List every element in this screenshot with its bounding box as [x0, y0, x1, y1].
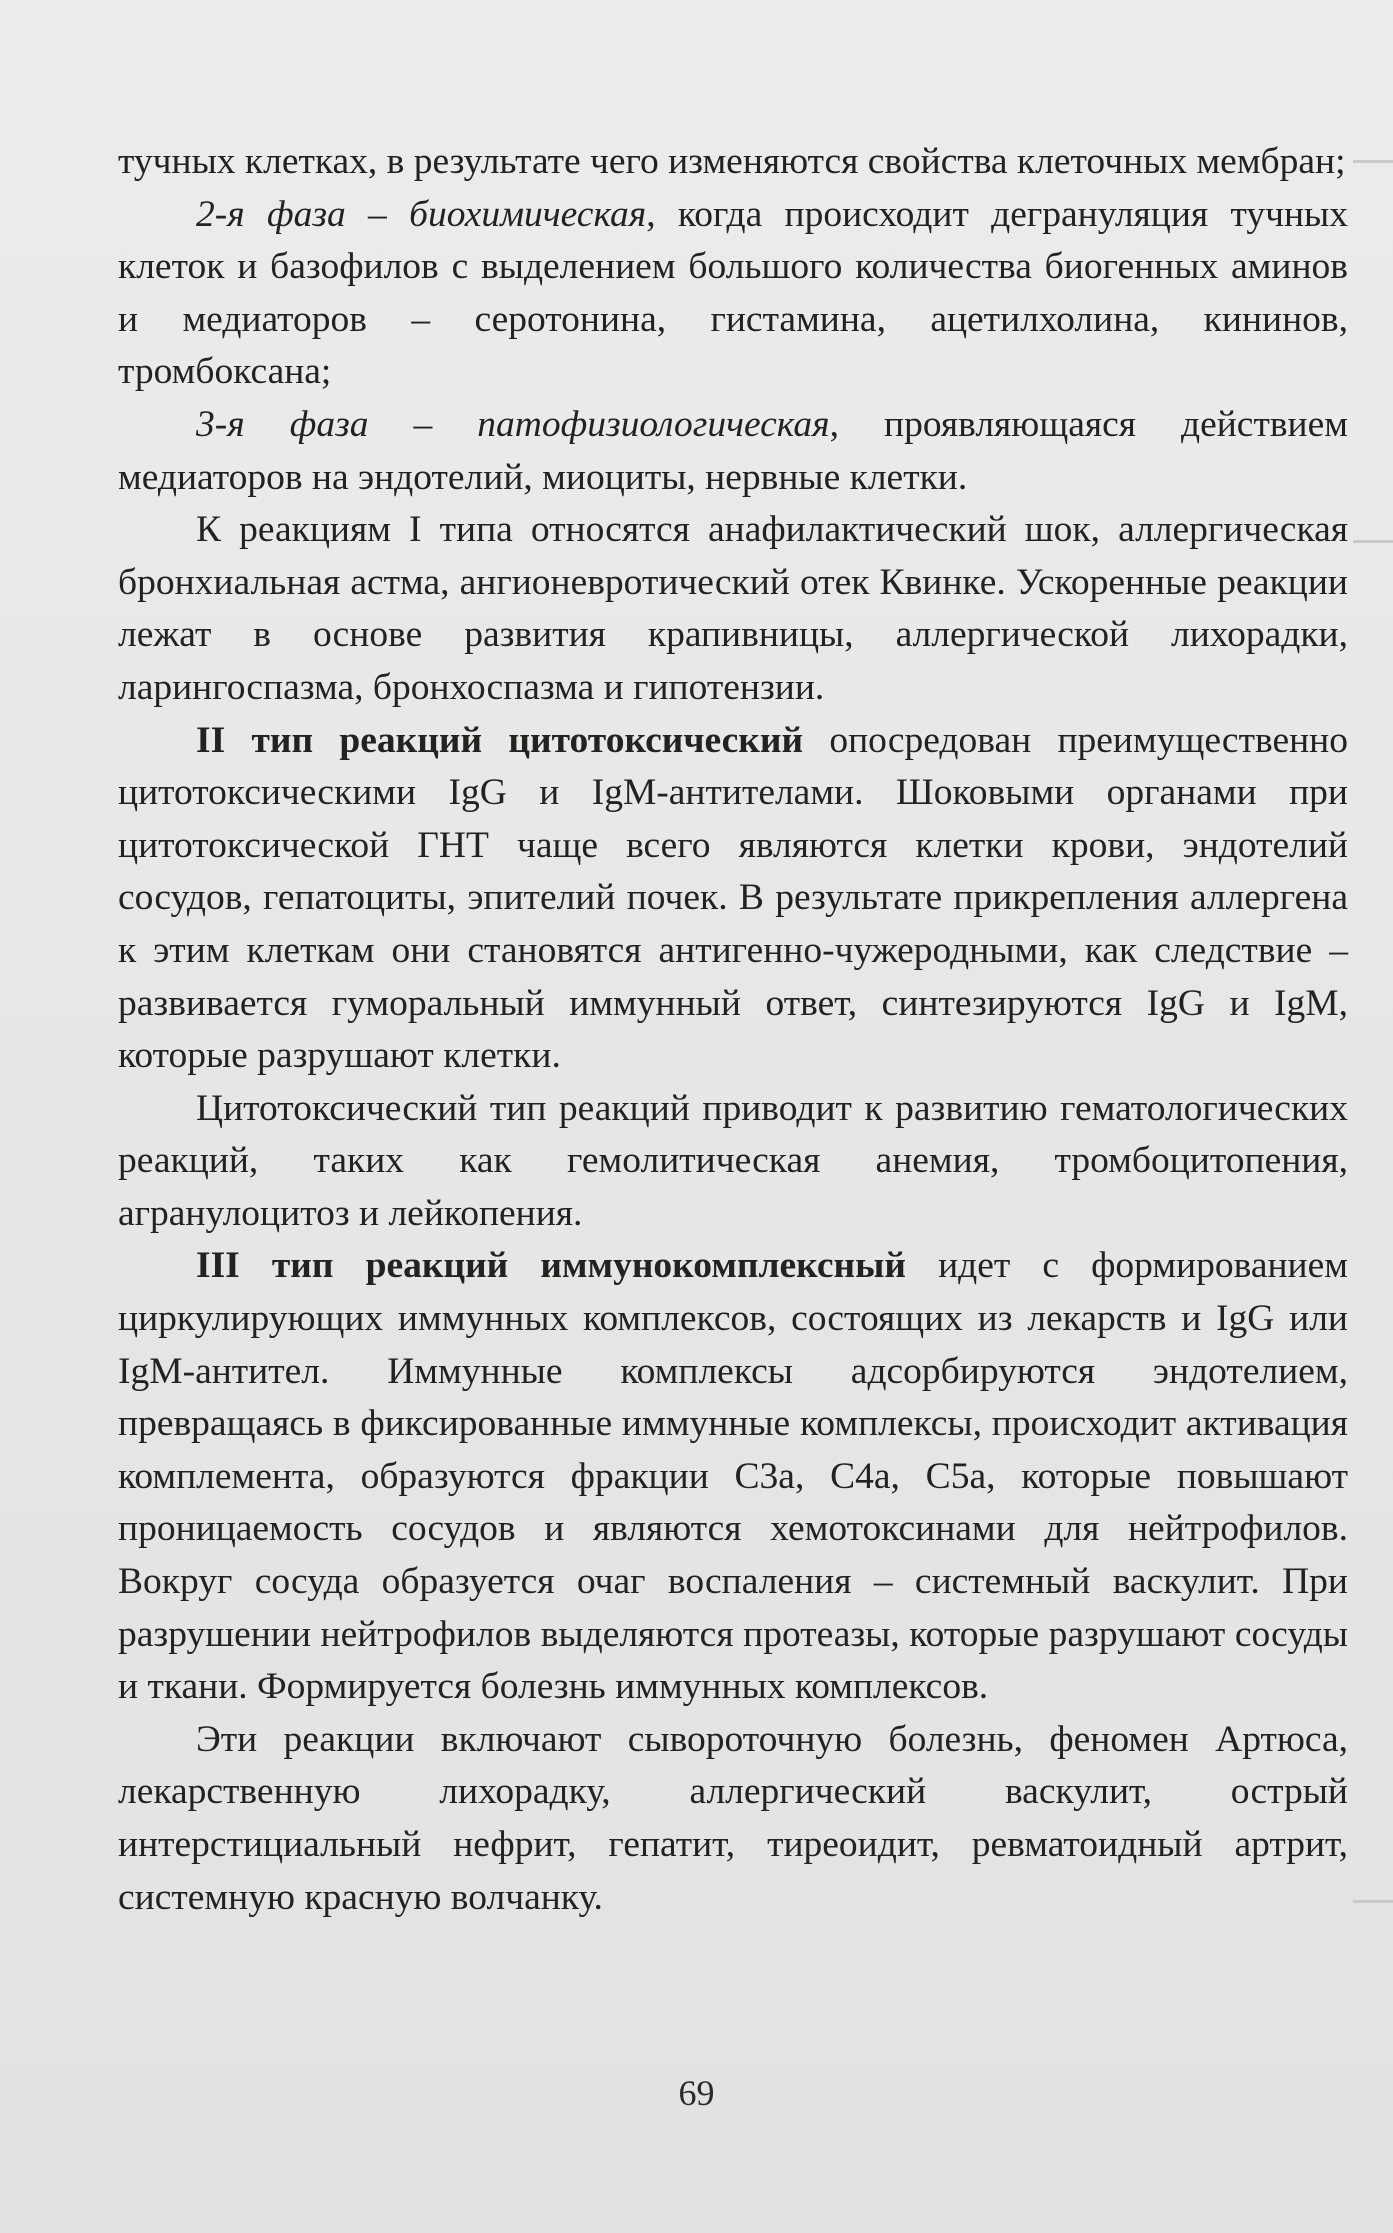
- text-run: тучных клетках, в результате чего изменяются свойства клеточных мембран;: [118, 141, 1346, 182]
- paragraph: [118, 136, 1348, 189]
- page-number: 69: [678, 2073, 715, 2113]
- edge-mark: [1353, 1900, 1393, 1903]
- text-run: Цитотоксический тип реакций приводит к развитию гематологических реакций, таких как гемолитическая анемия, тромбоцитопения, агранулоцитоз и лейкопения.: [118, 1087, 1348, 1234]
- section-heading: II тип реакций цитотоксический: [196, 719, 804, 761]
- paragraph: [118, 504, 1348, 714]
- paragraph: [118, 399, 1348, 504]
- paragraph: [118, 1083, 1348, 1241]
- paragraph: [118, 1714, 1348, 1924]
- edge-mark: [1353, 540, 1393, 543]
- body-text: [118, 136, 1348, 1924]
- text-run: Эти реакции включают сывороточную болезнь, феномен Артюса, лекарственную лихорадку, аллергический васкулит, острый интерстициальный нефрит, гепатит, тиреоидит, ревматоидный артрит, системную красную волчанку.: [118, 1718, 1348, 1918]
- paragraph: [118, 1240, 1348, 1713]
- phase-term: 3-я фаза – патофизиологическая: [196, 403, 830, 445]
- text-run: идет с формированием циркулирующих иммунных комплексов, состоящих из лекарств и IgG или IgM-антител. Иммунные комплексы адсорбируются эндотелием, превращаясь в фиксированные иммунные комплексы, происходит активация комплемента, образуются фракции С3а, С4а, С5а, которые повышают проницаемость сосудов и являются хемотоксинами для нейтрофилов. Вокруг сосуда образуется очаг воспаления – системный васкулит. При разрушении нейтрофилов выделяются протеазы, которые разрушают сосуды и ткани. Формируется болезнь иммунных комплексов.: [118, 1245, 1348, 1708]
- text-run: , проявляющаяся действием медиаторов на эндотелий, миоциты, нервные клетки.: [118, 403, 1348, 498]
- paragraph: [118, 189, 1348, 399]
- edge-mark: [1353, 160, 1393, 163]
- text-run: опосредован преимущественно цитотоксическими IgG и IgM-антителами. Шоковыми органами при цитотоксической ГНТ чаще всего являются клетки крови, эндотелий сосудов, гепатоциты, эпителий почек. В результате прикрепления аллергена к этим клеткам они становятся антигенно-чужеродными, как следствие – развивается гуморальный иммунный ответ, синтезируются IgG и IgM, которые разрушают клетки.: [118, 719, 1348, 1077]
- section-heading: III тип реакций иммунокомплексный: [196, 1245, 906, 1287]
- paragraph: [118, 715, 1348, 1083]
- phase-term: 2-я фаза – биохимическая: [196, 193, 647, 235]
- text-run: К реакциям I типа относятся анафилактический шок, аллергическая бронхиальная астма, ангионевротический отек Квинке. Ускоренные реакции лежат в основе развития крапивницы, аллергической лихорадки, ларингоспазма, бронхоспазма и гипотензии.: [118, 509, 1348, 708]
- text-run: , когда происходит дегрануляция тучных клеток и базофилов с выделением большого количества биогенных аминов и медиаторов – серотонина, гистамина, ацетилхолина, кининов, тромбоксана;: [118, 193, 1348, 393]
